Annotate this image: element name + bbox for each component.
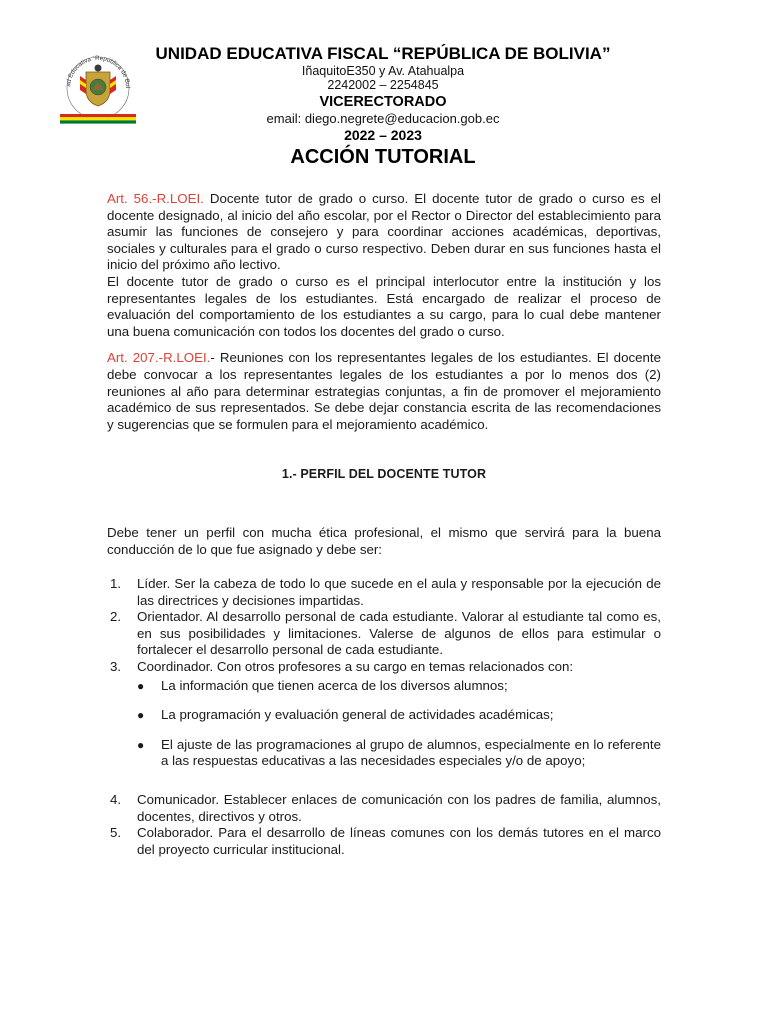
school-emblem-icon [58, 50, 138, 126]
school-phones: 2242002 – 2254845 [327, 78, 439, 92]
art207-reference: Art. 207.-R.LOEI. [107, 350, 211, 366]
list-item-text: Líder. Ser la cabeza de todo lo que sucede en el aula y responsable por la ejecución de las directrices y decisiones impartidas. [137, 576, 661, 608]
letterhead [140, 44, 626, 169]
document-body [107, 191, 661, 858]
svg-text:Unidad Educativa “República de: ad Educativa “República de Bol [65, 54, 132, 89]
section-title: 1.- PERFIL DEL DOCENTE TUTOR [281, 467, 487, 482]
list-item-text: Comunicador. Establecer enlaces de comunicación con los padres de familia, alumnos, docentes, directivos y otros. [137, 792, 661, 824]
list-item [107, 825, 661, 858]
list-item-number: 5. [110, 825, 122, 841]
list-item [107, 659, 661, 770]
school-year: 2022 – 2023 [344, 127, 422, 143]
list-item [107, 576, 661, 609]
bullet-icon: ● [137, 678, 145, 693]
contact-email: email: diego.negrete@educacion.gob.ec [266, 111, 500, 126]
list-item [107, 792, 661, 825]
art56-paragraph [107, 191, 661, 274]
bullet-item [137, 737, 661, 770]
profile-intro: Debe tener un perfil con mucha ética profesional, el mismo que servirá para la buena conducción de lo que fue asignado y debe ser: [107, 524, 661, 557]
art207-paragraph [107, 350, 661, 433]
art207-text: - Reuniones con los representantes legales de los estudiantes. El docente debe convocar a los representantes legales de los estudiantes a por lo menos dos (2) reuniones al año para determinar estrategias conjuntas, a fin de promover el mejoramiento académico de sus representados. Se debe dejar constancia escrita de las recomendaciones y sugerencias que se formulen para el mejoramiento académico. [107, 350, 661, 432]
list-item-number: 1. [110, 576, 122, 592]
list-item-text: Coordinador. Con otros profesores a su cargo en temas relacionados con: [137, 659, 574, 675]
bullet-text: La programación y evaluación general de actividades académicas; [161, 707, 554, 723]
school-address: IñaquitoE350 y Av. Atahualpa [301, 64, 465, 78]
art56-paragraph-2: El docente tutor de grado o curso es el principal interlocutor entre la institución y los representantes legales de los estudiantes. Está encargado de realizar el proceso de evaluación del comportamiento de los estudiantes a su cargo, para lo cual debe mantener una buena comunicación con todos los docentes del grado o curso. [107, 273, 661, 339]
bullet-icon: ● [137, 737, 145, 752]
school-logo [58, 50, 138, 126]
list-item-number: 2. [110, 609, 122, 625]
art56-text: Docente tutor de grado o curso. El docente tutor de grado o curso es el docente designado, al inicio del año escolar, por el Rector o Director del establecimiento para asumir las funciones de consejero y para coordinar acciones académicas, deportivas, sociales y culturales para el grado o curso respectivo. Deben durar en sus funciones hasta el inicio del próximo año lectivo. [107, 191, 661, 273]
bullet-item [137, 707, 661, 724]
document-title: ACCIÓN TUTORIAL [290, 146, 476, 168]
bullet-text: El ajuste de las programaciones al grupo de alumnos, especialmente en lo referente a las respuestas educativas a las necesidades especiales y/o de apoyo; [161, 736, 661, 769]
coordinator-bullets [137, 678, 661, 770]
bullet-item [137, 678, 661, 695]
list-item-text: Colaborador. Para el desarrollo de líneas comunes con los demás tutores en el marco del proyecto curricular institucional. [137, 825, 661, 857]
bullet-text: La información que tienen acerca de los diversos alumnos; [161, 677, 508, 693]
profile-list [107, 576, 661, 858]
art56-reference: Art. 56.-R.LOEI. [107, 191, 204, 206]
list-item-text: Orientador. Al desarrollo personal de cada estudiante. Valorar al estudiante tal como es, en sus posibilidades y limitaciones. Valerse de algunos de ellos para estimular o fortalecer el desarrollo personal de cada estudiante. [137, 609, 661, 658]
list-item [107, 609, 661, 659]
department-name: VICERECTORADO [319, 94, 447, 110]
list-item-number: 3. [110, 659, 122, 675]
list-item-number: 4. [110, 792, 122, 808]
bullet-icon: ● [137, 708, 145, 723]
school-name: UNIDAD EDUCATIVA FISCAL “REPÚBLICA DE BOLIVIA” [155, 44, 611, 63]
